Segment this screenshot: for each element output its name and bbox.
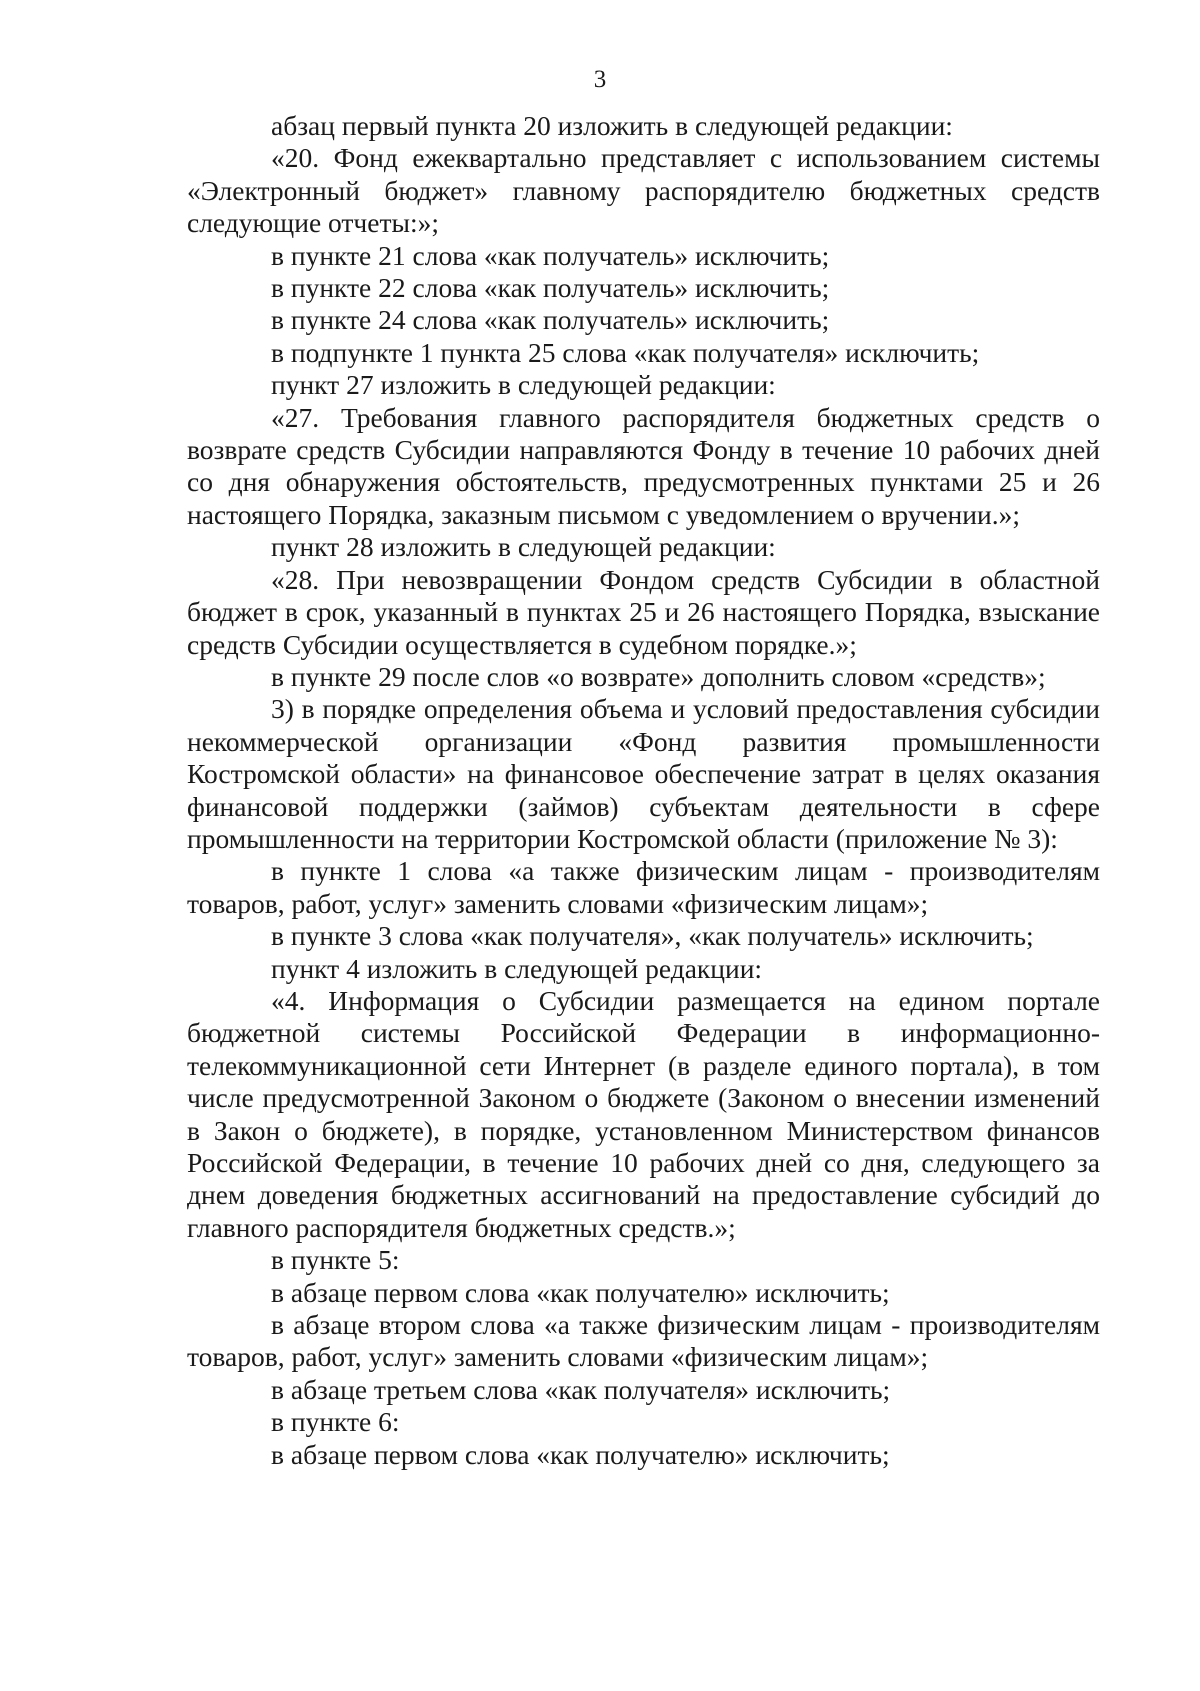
paragraph: в пункте 22 слова «как получатель» исключить; <box>271 272 830 304</box>
paragraph: в абзаце втором слова «а также физическим лицам - производителям товаров, работ, услуг» заменить словами «физическим лицам»; <box>187 1309 1100 1373</box>
paragraph: в пункте 1 слова «а также физическим лицам - производителям товаров, работ, услуг» заменить словами «физическим лицам»; <box>187 855 1100 919</box>
paragraph: пункт 28 изложить в следующей редакции: <box>271 531 776 563</box>
paragraph: «27. Требования главного распорядителя бюджетных средств о возврате средств Субсидии направляются Фонду в течение 10 рабочих дней со дня обнаружения обстоятельств, предусмотренных пунктами 25 и 26 настоящего Порядка, заказным письмом с уведомлением о вручении.»; <box>187 401 1100 530</box>
page-number: 3 <box>593 66 607 93</box>
paragraph: «4. Информация о Субсидии размещается на едином портале бюджетной системы Российской Федерации в информационно-телекоммуникационной сети Интернет (в разделе единого портала), в том числе предусмотренной Законом о бюджете (Законом о внесении изменений в Закон о бюджете), в порядке, установленном Министерством финансов Российской Федерации, в течение 10 рабочих дней со дня, следующего за днем доведения бюджетных ассигнований на предоставление субсидий до главного распорядителя бюджетных средств.»; <box>187 984 1100 1243</box>
paragraph: абзац первый пункта 20 изложить в следующей редакции: <box>271 110 953 141</box>
paragraph: пункт 4 изложить в следующей редакции: <box>271 952 763 984</box>
paragraph: «20. Фонд ежеквартально представляет с использованием системы «Электронный бюджет» главному распорядителю бюджетных средств следующие отчеты:»; <box>187 142 1100 239</box>
paragraph: пункт 27 изложить в следующей редакции: <box>271 369 776 401</box>
paragraph: в пункте 21 слова «как получатель» исключить; <box>271 239 830 271</box>
paragraph: в пункте 24 слова «как получатель» исключить; <box>271 304 830 336</box>
paragraph: в абзаце первом слова «как получателю» исключить; <box>271 1438 890 1470</box>
paragraph: в пункте 6: <box>271 1406 400 1438</box>
paragraph: в подпункте 1 пункта 25 слова «как получателя» исключить; <box>271 336 980 368</box>
paragraph: в пункте 29 после слов «о возврате» дополнить словом «средств»; <box>271 660 1046 692</box>
document-body <box>187 110 1100 1471</box>
paragraph: 3) в порядке определения объема и условий предоставления субсидии некоммерческой организации «Фонд развития промышленности Костромской области» на финансовое обеспечение затрат в целях оказания финансовой поддержки (займов) субъектам деятельности в сфере промышленности на территории Костромской области (приложение № 3): <box>187 693 1100 854</box>
paragraph: в абзаце третьем слова «как получателя» исключить; <box>271 1373 891 1405</box>
paragraph: «28. При невозвращении Фондом средств Субсидии в областной бюджет в срок, указанный в пунктах 25 и 26 настоящего Порядка, взыскание средств Субсидии осуществляется в судебном порядке.»; <box>187 563 1100 660</box>
paragraph: в абзаце первом слова «как получателю» исключить; <box>271 1276 890 1308</box>
paragraph: в пункте 5: <box>271 1244 400 1276</box>
paragraph: в пункте 3 слова «как получателя», «как получатель» исключить; <box>271 920 1034 952</box>
